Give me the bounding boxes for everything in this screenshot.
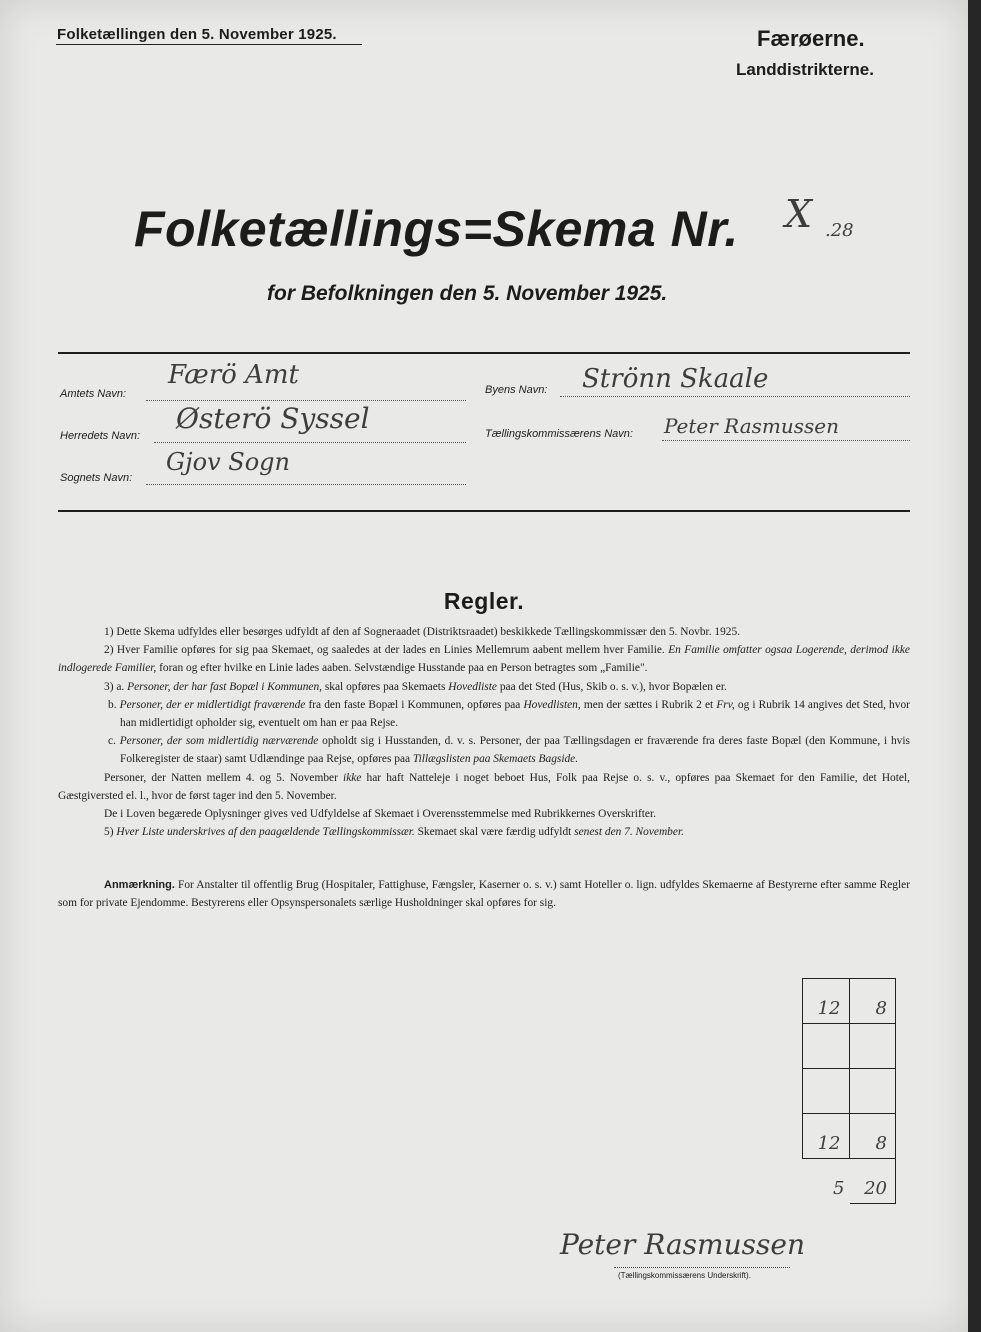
bottom-divider — [58, 510, 910, 512]
rule-3a — [58, 678, 910, 696]
tally-cell — [849, 1114, 896, 1159]
rule-6-marker: 5) — [104, 826, 114, 839]
rules-text — [58, 623, 910, 841]
rule-2-text-end: foran og efter hvilke en Linie lades aaben. Selvstændige Husstande paa en Person betragtes som „Familie". — [159, 662, 648, 675]
rule-3c — [58, 732, 910, 768]
rule-3a-text-end: paa det Sted (Hus, Skib o. s. v.), hvor Bopælen er. — [499, 680, 727, 693]
tally-value: 12 — [817, 1133, 841, 1154]
tally-value: 12 — [817, 998, 841, 1019]
tally-value: 8 — [875, 998, 887, 1019]
form-title: Folketællings=Skema Nr. — [134, 201, 739, 257]
tally-row — [803, 1024, 896, 1069]
rule-3b-italic-2: Hovedlisten, — [523, 698, 581, 711]
rule-5: De i Loven begærede Oplysninger gives ved Udfyldelse af Skemaet i Overensstemmelse med Rubrikkernes Overskrifter. — [104, 808, 656, 821]
rule-3c-italic: Personer, der som midlertidig nærværende — [119, 735, 319, 748]
top-divider — [58, 352, 910, 354]
commissioner-signature: Peter Rasmussen — [560, 1228, 805, 1261]
rule-2-text: 2) Hver Familie opføres for sig paa Skemaet, og saaledes at der lades en Linies Mellemrum aabent mellem hver Familie. — [104, 644, 665, 657]
amt-value: Færö Amt — [168, 360, 299, 390]
tally-value: 5 — [833, 1178, 845, 1199]
rule-3c-marker: c. — [108, 735, 116, 748]
form-number-suffix: .28 — [825, 220, 854, 241]
rule-6-italic: Hver Liste underskrives af den paagældende Tællingskommissær. — [116, 826, 415, 839]
kommissaer-label: Tællingskommissærens Navn: — [485, 428, 633, 440]
tally-row — [803, 1159, 896, 1204]
sogn-label: Sognets Navn: — [60, 472, 133, 484]
rule-3b-text: fra den faste Bopæl i Kommunen, opføres paa — [308, 698, 521, 711]
byens-line — [560, 396, 910, 397]
rule-3b — [58, 696, 910, 732]
tally-cell — [849, 979, 896, 1024]
tally-value: 20 — [864, 1178, 887, 1199]
tally-cell — [803, 1024, 850, 1069]
rule-3b-marker: b. — [108, 698, 117, 711]
rule-3b-text-end: og i Rubrik 14 angives det Sted, hvor han midlertidigt opholder sig, eventuelt om han er paa Rejse. — [120, 698, 910, 730]
rule-4 — [58, 769, 910, 805]
tally-cell — [803, 979, 850, 1024]
tally-cell — [849, 1069, 896, 1114]
signature-caption: (Tællingskommissærens Underskrift). — [618, 1271, 751, 1280]
rule-3c-italic-2: Tillægslisten paa Skemaets Bagside. — [412, 753, 579, 766]
rules-heading: Regler. — [443, 588, 525, 614]
amt-label: Amtets Navn: — [60, 388, 127, 400]
herred-label: Herredets Navn: — [60, 430, 141, 442]
rule-6-text: Skemaet skal være færdig udfyldt — [417, 826, 572, 839]
tally-cell — [803, 1159, 850, 1204]
header-district-type: Landdistrikterne. — [736, 60, 874, 79]
header-region: Færøerne. — [757, 26, 865, 51]
tally-cell — [803, 1069, 850, 1114]
rule-2-italic: En Familie omfatter ogsaa Logerende, derimod ikke indlogerede Familier, — [58, 644, 910, 675]
rule-3a-italic: Personer, der har fast Bopæl i Kommunen, — [127, 680, 323, 693]
rule-3a-text: skal opføres paa Skemaets — [324, 680, 446, 693]
tally-row — [803, 1069, 896, 1114]
header-underline — [56, 44, 362, 45]
rule-3a-italic-2: Hovedliste — [448, 680, 497, 693]
annotation-note — [58, 876, 910, 912]
form-subtitle: for Befolkningen den 5. November 1925. — [267, 282, 668, 305]
tally-cell — [849, 1159, 896, 1204]
tally-row — [803, 1114, 896, 1159]
form-number-handwritten: X — [785, 192, 813, 236]
tally-value: 8 — [875, 1133, 887, 1154]
rule-6-italic-2: senest den 7. November. — [574, 826, 684, 839]
rule-4-text: Personer, der Natten mellem 4. og 5. November — [104, 771, 338, 784]
sogn-line — [146, 484, 466, 485]
scan-edge — [968, 0, 981, 1332]
tally-grid — [802, 978, 896, 1213]
tally-cell — [849, 1024, 896, 1069]
rule-3a-marker: 3) a. — [104, 680, 125, 693]
kommissaer-value: Peter Rasmussen — [664, 414, 839, 438]
tally-cell — [803, 1114, 850, 1159]
rule-4-italic: ikke — [343, 771, 362, 784]
rule-3b-italic: Personer, der er midlertidigt fraværende — [119, 698, 306, 711]
header-census-date: Folketællingen den 5. November 1925. — [57, 26, 337, 43]
rule-3c-text: opholdt sig i Husstanden, d. v. s. Personer, der paa Tællingsdagen er fraværende fra deres faste Bopæl (den Kommune, i hvis Folkeregister de staar) samt Udlændinge paa Rejse, opføres paa — [120, 735, 910, 766]
sogn-value: Gjov Sogn — [166, 448, 290, 476]
rule-1: 1) Dette Skema udfyldes eller besørges udfyldt af den af Sogneraadet (Distriktsraadet) beskikkede Tællingskommissær den 5. Novbr. 1925. — [104, 626, 741, 638]
annotation-label: Anmærkning. — [104, 879, 175, 891]
signature-line — [614, 1267, 790, 1268]
rule-3b-italic-3: Frv, — [716, 698, 735, 711]
annotation-text: For Anstalter til offentlig Brug (Hospitaler, Fattighuse, Fængsler, Kaserner o. s. v.) samt Hoteller o. lign. udfyldes Skemaerne af Bestyrerne efter samme Regler som for private Ejendomme. Bestyrerens eller Opsynspersonalets særlige Husholdninger skal opføres for sig. — [58, 879, 910, 910]
rule-4-text-end: har haft Natteleje i noget beboet Hus, Folk paa Rejse o. s. v., opføres paa Skemaet for den Familie, det Hotel, Gæstgiversted el. l., hvor de først tager ind den 5. November. — [58, 771, 910, 802]
herred-value: Østerö Syssel — [176, 402, 370, 435]
byens-label: Byens Navn: — [485, 384, 548, 396]
herred-line — [154, 442, 466, 443]
amt-line — [146, 400, 466, 401]
rule-6 — [58, 823, 910, 841]
rule-2 — [58, 641, 910, 677]
kommissaer-line — [662, 440, 910, 441]
byens-value: Strönn Skaale — [582, 364, 769, 394]
tally-row — [803, 979, 896, 1024]
rule-3b-text-2: men der sættes i Rubrik 2 et — [583, 698, 714, 711]
